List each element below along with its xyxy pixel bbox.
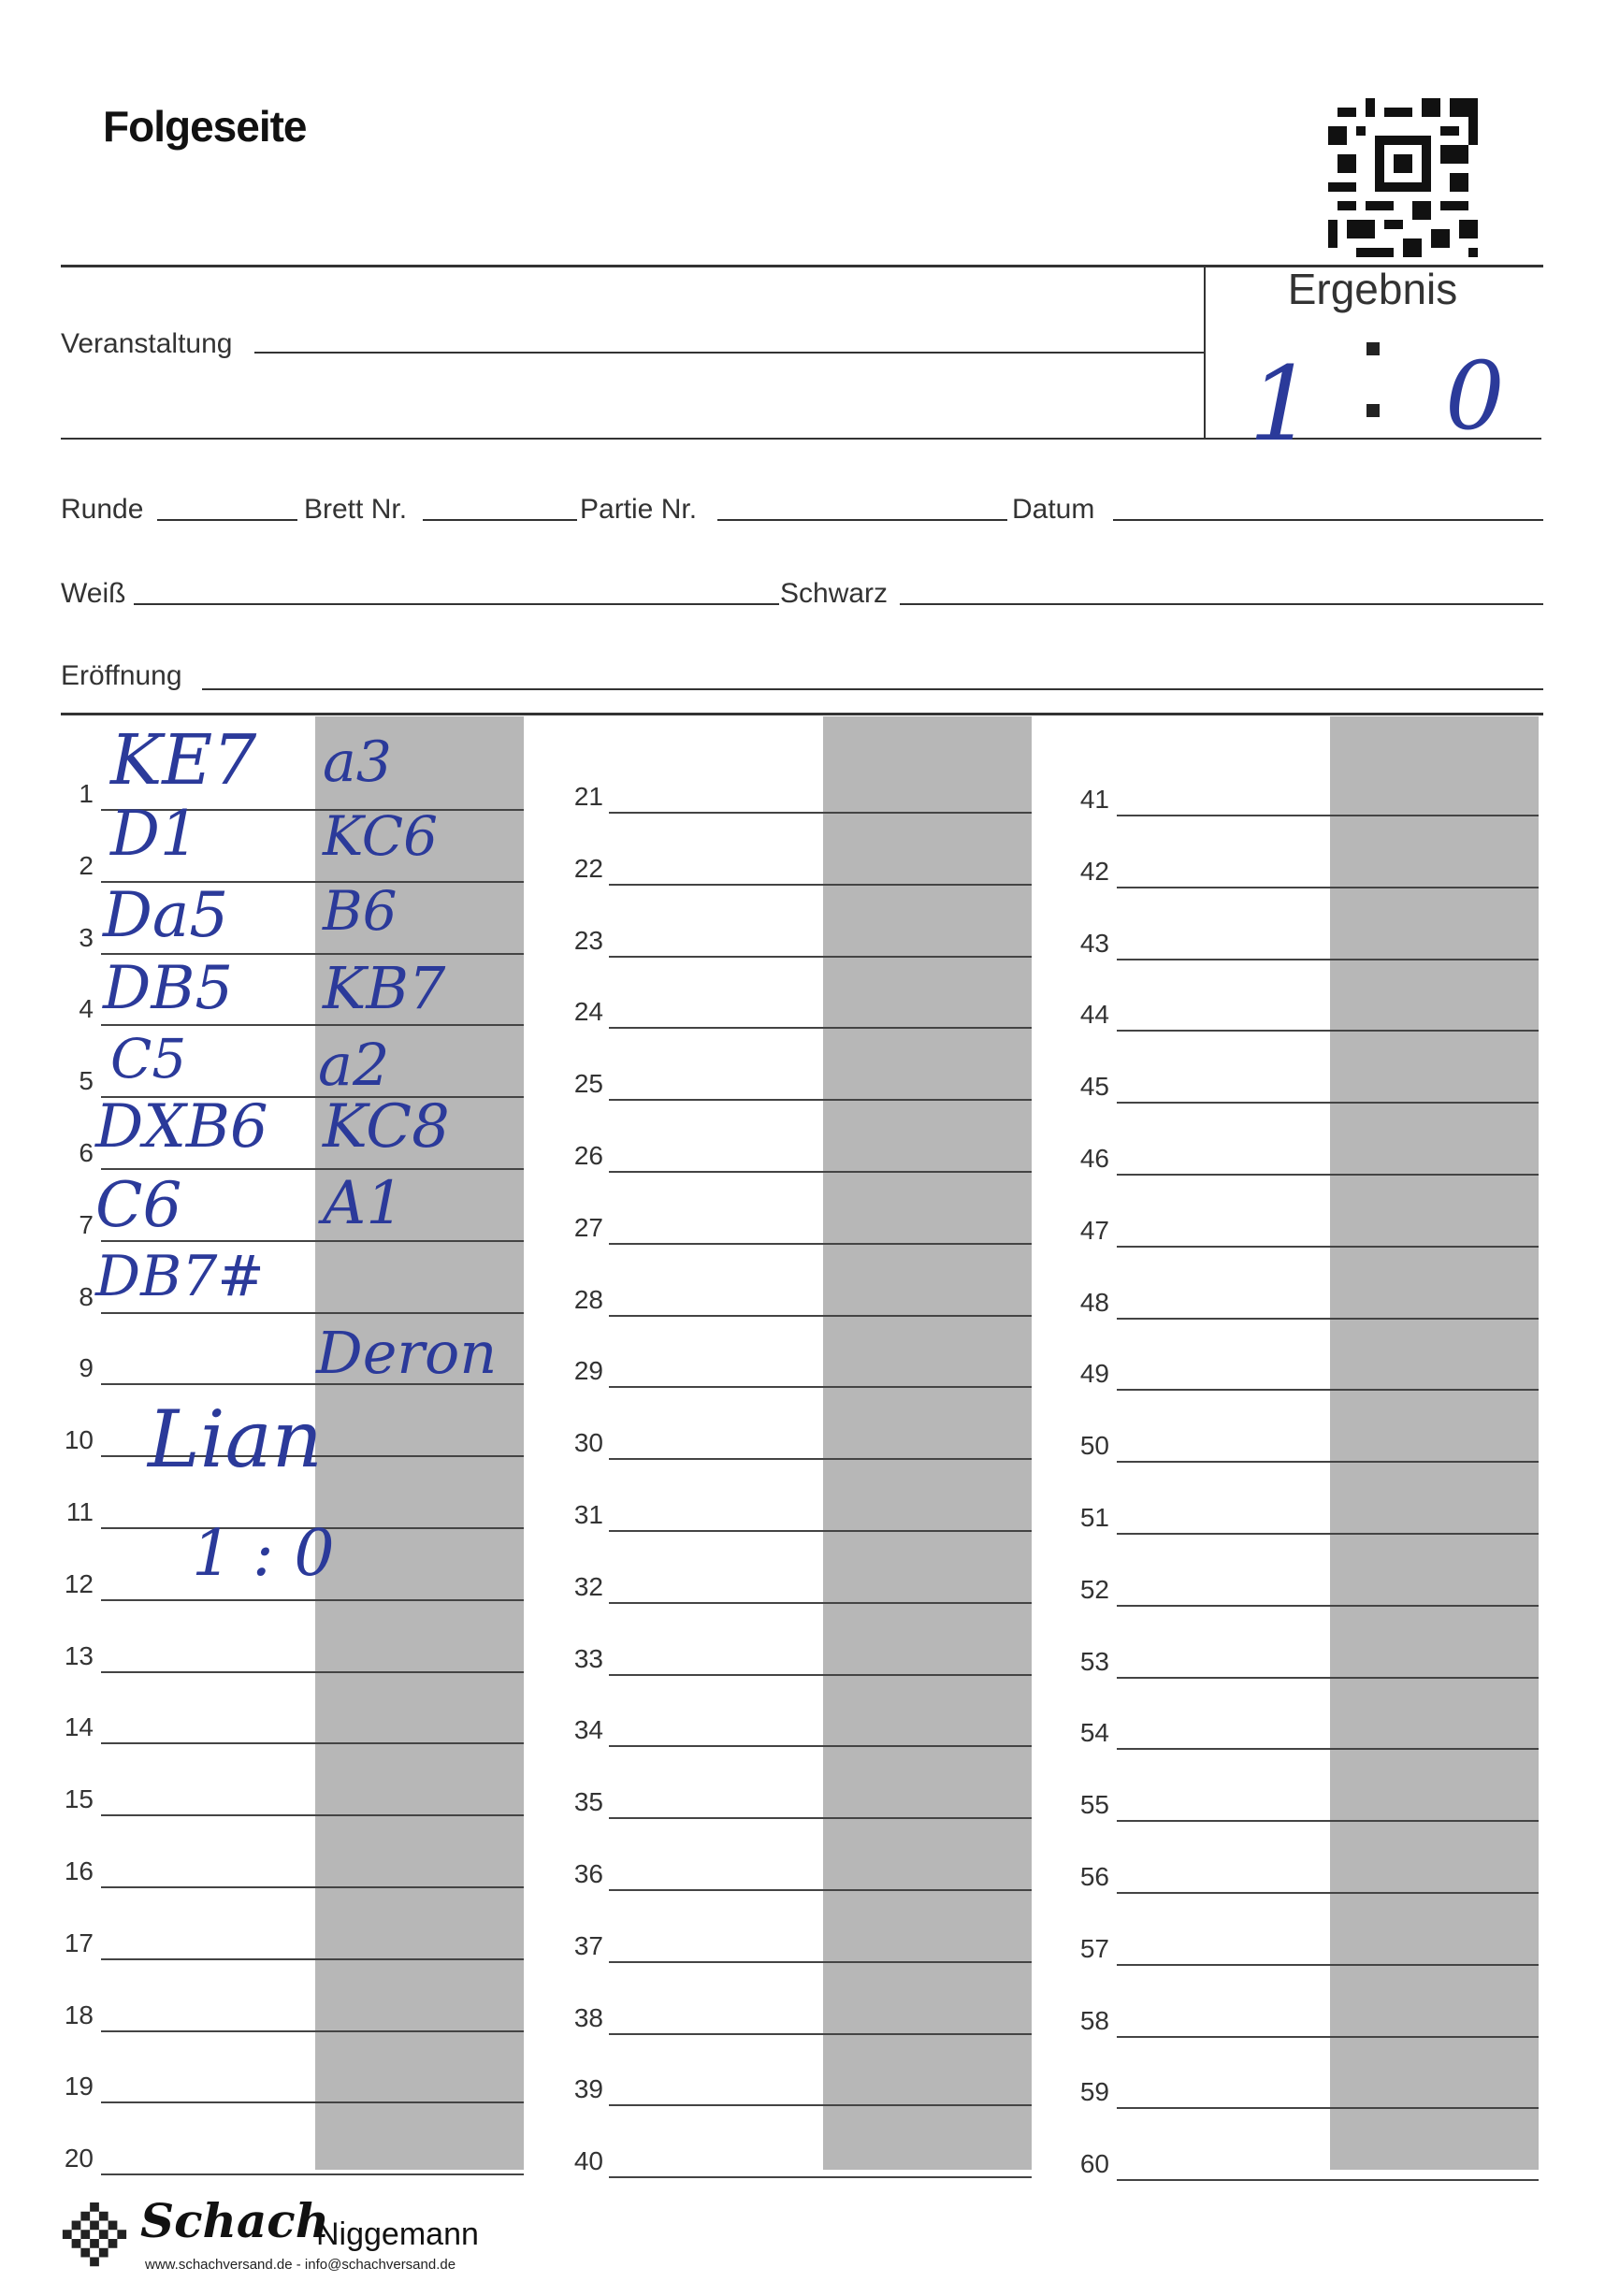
result-heading: Ergebnis: [1287, 265, 1458, 313]
move-line[interactable]: [1117, 1318, 1539, 1320]
move-line[interactable]: [101, 1599, 524, 1601]
move-number: 3: [79, 922, 94, 952]
result-separator-dot-top: [1366, 342, 1380, 355]
move-number: 58: [1079, 2005, 1109, 2035]
annotation-row-12[interactable]: 1 : 0: [192, 1517, 335, 1591]
move-1-white[interactable]: KE7: [110, 720, 257, 801]
move-number: 20: [64, 2144, 94, 2173]
move-number: 33: [573, 1643, 603, 1673]
black-moves-column-3: [1330, 716, 1539, 2170]
white-player-field[interactable]: [134, 603, 779, 605]
move-number: 51: [1079, 1503, 1109, 1532]
move-number: 13: [64, 1640, 94, 1670]
move-line[interactable]: [1117, 1102, 1539, 1104]
move-number: 43: [1079, 928, 1109, 958]
move-line[interactable]: [101, 2030, 524, 2032]
move-line[interactable]: [609, 1817, 1032, 1819]
move-line[interactable]: [101, 1671, 524, 1673]
move-number: 18: [64, 2000, 94, 2029]
move-line[interactable]: [1117, 1174, 1539, 1176]
move-line[interactable]: [609, 1171, 1032, 1173]
move-number: 50: [1079, 1431, 1109, 1461]
move-number: 53: [1079, 1646, 1109, 1676]
result-black-score[interactable]: 0: [1445, 341, 1505, 451]
move-number: 38: [573, 2002, 603, 2032]
move-line[interactable]: [609, 2176, 1032, 2178]
black-player-field[interactable]: [900, 603, 1543, 605]
move-line[interactable]: [609, 812, 1032, 814]
move-3-white[interactable]: Da5: [103, 879, 229, 951]
game-label: Partie Nr.: [580, 494, 698, 525]
qr-code-icon: [1328, 98, 1478, 257]
move-line[interactable]: [1117, 1030, 1539, 1032]
black-annotation-row-9[interactable]: Deron: [316, 1319, 498, 1387]
move-line[interactable]: [609, 1458, 1032, 1460]
move-line[interactable]: [1117, 1677, 1539, 1679]
move-line[interactable]: [609, 1889, 1032, 1891]
move-line[interactable]: [609, 1243, 1032, 1245]
move-number: 30: [573, 1428, 603, 1458]
opening-field[interactable]: [202, 688, 1543, 690]
event-label: Veranstaltung: [61, 328, 233, 359]
move-line[interactable]: [1117, 959, 1539, 960]
move-line[interactable]: [609, 2104, 1032, 2106]
move-number: 36: [573, 1859, 603, 1888]
move-line[interactable]: [609, 1674, 1032, 1676]
move-number: 45: [1079, 1072, 1109, 1102]
move-number: 60: [1079, 2149, 1109, 2179]
move-number: 34: [573, 1715, 603, 1745]
move-line[interactable]: [101, 1958, 524, 1960]
move-line[interactable]: [1117, 1461, 1539, 1463]
move-line[interactable]: [609, 1961, 1032, 1963]
move-number: 42: [1079, 856, 1109, 886]
result-white-score[interactable]: 1: [1249, 344, 1314, 464]
black-moves-column-2: [823, 716, 1032, 2170]
move-number: 8: [79, 1281, 94, 1311]
move-6-white[interactable]: DXB6: [95, 1092, 268, 1162]
move-line[interactable]: [609, 884, 1032, 886]
move-number: 21: [573, 782, 603, 811]
page-title: Folgeseite: [103, 102, 307, 151]
move-line[interactable]: [1117, 1605, 1539, 1607]
move-number: 57: [1079, 1933, 1109, 1963]
move-line[interactable]: [1117, 1533, 1539, 1535]
round-field[interactable]: [157, 519, 297, 521]
footer-name: Niggemann: [316, 2217, 479, 2252]
move-number: 29: [573, 1356, 603, 1386]
move-line[interactable]: [609, 2033, 1032, 2035]
event-field[interactable]: [254, 352, 1204, 354]
move-number: 47: [1079, 1215, 1109, 1245]
move-number: 16: [64, 1856, 94, 1885]
move-5-black[interactable]: a2: [318, 1031, 390, 1099]
move-line[interactable]: [101, 1886, 524, 1888]
footer-brand: Schach: [140, 2193, 330, 2248]
move-number: 26: [573, 1141, 603, 1170]
move-line[interactable]: [1117, 2179, 1539, 2181]
move-grid-rule: [61, 713, 1543, 715]
move-line[interactable]: [609, 1745, 1032, 1747]
event-field-line-2[interactable]: [61, 438, 1204, 440]
move-number: 12: [64, 1568, 94, 1598]
move-4-white[interactable]: DB5: [103, 954, 234, 1023]
date-field[interactable]: [1113, 519, 1543, 521]
game-field[interactable]: [717, 519, 1007, 521]
move-line[interactable]: [1117, 2036, 1539, 2038]
move-number: 19: [64, 2072, 94, 2101]
move-line[interactable]: [101, 1742, 524, 1744]
move-number: 10: [64, 1425, 94, 1455]
move-2-white[interactable]: D1: [110, 798, 199, 870]
move-number: 41: [1079, 785, 1109, 814]
black-player-label: Schwarz: [780, 578, 889, 609]
move-1-black[interactable]: a3: [323, 729, 392, 795]
move-6-black[interactable]: KC8: [323, 1092, 450, 1162]
move-line[interactable]: [1117, 1389, 1539, 1391]
move-line[interactable]: [1117, 1892, 1539, 1894]
move-line[interactable]: [1117, 1820, 1539, 1822]
annotation-row-10[interactable]: Lian: [148, 1393, 323, 1485]
move-number: 52: [1079, 1574, 1109, 1604]
move-number: 40: [573, 2146, 603, 2176]
move-number: 35: [573, 1787, 603, 1817]
move-7-white[interactable]: C6: [95, 1169, 182, 1241]
move-number: 14: [64, 1712, 94, 1742]
move-line[interactable]: [1117, 1748, 1539, 1750]
move-number: 17: [64, 1928, 94, 1957]
move-number: 48: [1079, 1287, 1109, 1317]
move-number: 6: [79, 1138, 94, 1167]
move-number: 54: [1079, 1718, 1109, 1748]
move-number: 31: [573, 1500, 603, 1529]
result-separator-dot-bottom: [1366, 404, 1380, 417]
move-line[interactable]: [609, 1602, 1032, 1604]
move-number: 9: [79, 1353, 94, 1383]
move-line[interactable]: [101, 2173, 524, 2175]
move-8-white[interactable]: DB7#: [95, 1244, 265, 1309]
footer-url[interactable]: www.schachversand.de - info@schachversand.de: [145, 2257, 456, 2273]
move-number: 59: [1079, 2077, 1109, 2107]
move-line[interactable]: [1117, 1246, 1539, 1248]
move-number: 7: [79, 1209, 94, 1239]
move-line[interactable]: [101, 1814, 524, 1816]
chessboard-logo-icon: [62, 2202, 127, 2275]
move-number: 27: [573, 1212, 603, 1242]
move-number: 23: [573, 925, 603, 955]
move-number: 24: [573, 997, 603, 1027]
date-label: Datum: [1012, 494, 1095, 525]
move-number: 1: [79, 779, 94, 808]
board-field[interactable]: [423, 519, 577, 521]
move-number: 22: [573, 853, 603, 883]
round-label: Runde: [61, 494, 144, 525]
move-line[interactable]: [1117, 887, 1539, 888]
move-number: 39: [573, 2074, 603, 2104]
move-3-black[interactable]: B6: [323, 879, 398, 943]
move-number: 44: [1079, 1000, 1109, 1030]
move-line[interactable]: [609, 1027, 1032, 1029]
move-line[interactable]: [1117, 815, 1539, 816]
opening-label: Eröffnung: [61, 660, 182, 691]
move-number: 2: [79, 850, 94, 880]
move-number: 49: [1079, 1359, 1109, 1389]
move-number: 11: [65, 1497, 94, 1526]
move-4-black[interactable]: KB7: [323, 954, 446, 1022]
move-number: 32: [573, 1571, 603, 1601]
move-line[interactable]: [609, 956, 1032, 958]
move-5-white[interactable]: C5: [110, 1027, 187, 1090]
move-line[interactable]: [609, 1315, 1032, 1317]
board-label: Brett Nr.: [304, 494, 408, 525]
move-number: 56: [1079, 1862, 1109, 1891]
move-line[interactable]: [609, 1099, 1032, 1101]
move-line[interactable]: [1117, 1964, 1539, 1966]
move-line[interactable]: [609, 1386, 1032, 1388]
move-line[interactable]: [101, 1312, 524, 1314]
move-number: 4: [79, 994, 94, 1024]
move-7-black[interactable]: A1: [323, 1169, 404, 1238]
move-line[interactable]: [609, 1530, 1032, 1532]
move-line[interactable]: [101, 2101, 524, 2103]
move-number: 5: [79, 1066, 94, 1096]
move-number: 55: [1079, 1790, 1109, 1820]
move-line[interactable]: [1117, 2107, 1539, 2109]
move-number: 25: [573, 1069, 603, 1099]
move-number: 28: [573, 1284, 603, 1314]
white-player-label: Weiß: [61, 578, 126, 609]
move-number: 15: [64, 1784, 94, 1814]
move-number: 46: [1079, 1144, 1109, 1173]
move-number: 37: [573, 1930, 603, 1960]
move-2-black[interactable]: KC6: [323, 804, 439, 868]
